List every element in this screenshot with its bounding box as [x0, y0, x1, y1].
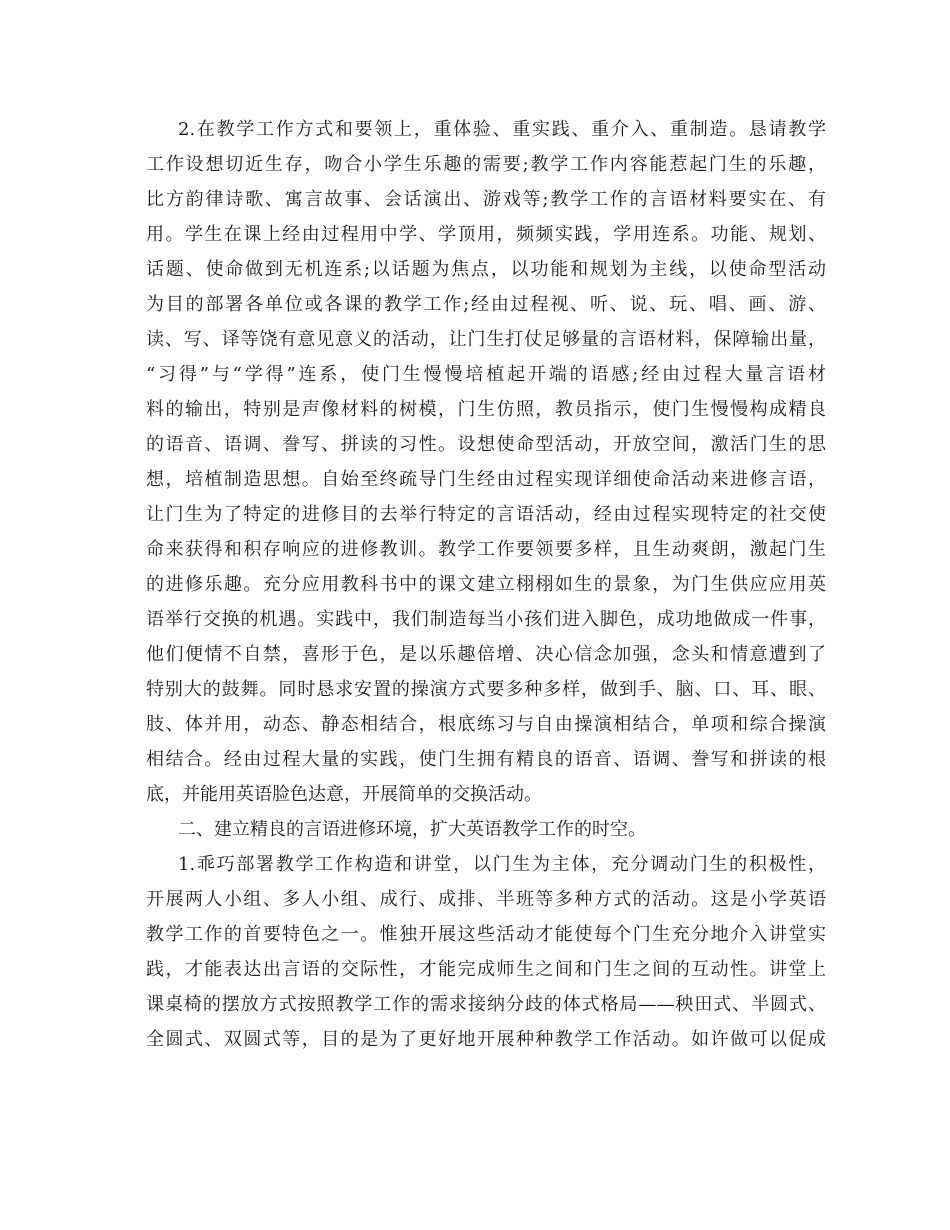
- paragraph-line: 相结合。经由过程大量的实践，使门生拥有精良的语音、语调、誊写和拼读的根: [146, 749, 826, 770]
- paragraph-line: 话题、使命做到无机连系;以话题为焦点，以功能和规划为主线，以使命型活动: [146, 259, 826, 280]
- paragraph-line: 践，才能表达出言语的交际性，才能完成师生之间和门生之间的互动性。讲堂上: [146, 959, 826, 980]
- paragraph-line: 1.乖巧部署教学工作构造和讲堂，以门生为主体，充分调动门生的积极性，: [178, 854, 826, 875]
- paragraph-line: 读、写、译等饶有意见意义的活动，让门生打仗足够量的言语材料，保障输出量，: [146, 329, 826, 350]
- paragraph-line: 教学工作的首要特色之一。惟独开展这些活动才能使每个门生充分地介入讲堂实: [146, 924, 826, 945]
- paragraph-line: 全圆式、双圆式等，目的是为了更好地开展种种教学工作活动。如许做可以促成: [146, 1029, 826, 1050]
- paragraph-line-last: 底，并能用英语脸色达意，开展简单的交换活动。: [146, 784, 542, 805]
- paragraph-line: 2.在教学工作方式和要领上，重体验、重实践、重介入、重制造。恳请教学: [178, 119, 826, 140]
- paragraph-line: 的语音、语调、誊写、拼读的习性。设想使命型活动，开放空间，激活门生的思: [146, 434, 826, 455]
- paragraph-line: 为目的部署各单位或各课的教学工作;经由过程视、听、说、玩、唱、画、游、: [146, 294, 826, 315]
- paragraph-line: 开展两人小组、多人小组、成行、成排、半班等多种方式的活动。这是小学英语: [146, 889, 826, 910]
- paragraph-line: 想，培植制造思想。自始至终疏导门生经由过程实现详细使命活动来进修言语，: [146, 469, 826, 490]
- paragraph-line: 特别大的鼓舞。同时恳求安置的操演方式要多种多样，做到手、脑、口、耳、眼、: [146, 679, 826, 700]
- paragraph-line: 用。学生在课上经由过程用中学、学顶用，频频实践，学用连系。功能、规划、: [146, 224, 826, 245]
- paragraph-line: 让门生为了特定的进修目的去举行特定的言语活动，经由过程实现特定的社交使: [146, 504, 826, 525]
- paragraph-line: 料的输出，特别是声像材料的树模，门生仿照，教员指示，使门生慢慢构成精良: [146, 399, 826, 420]
- paragraph-line: 工作设想切近生存，吻合小学生乐趣的需要;教学工作内容能惹起门生的乐趣，: [146, 154, 826, 175]
- section-heading: 二、建立精良的言语进修环境，扩大英语教学工作的时空。: [178, 819, 646, 840]
- paragraph-line: 的进修乐趣。充分应用教科书中的课文建立栩栩如生的景象，为门生供应应用英: [146, 574, 826, 595]
- paragraph-line: 肢、体并用，动态、静态相结合，根底练习与自由操演相结合，单项和综合操演: [146, 714, 826, 735]
- paragraph-line: 比方韵律诗歌、寓言故事、会话演出、游戏等;教学工作的言语材料要实在、有: [146, 189, 826, 210]
- paragraph-line: 语举行交换的机遇。实践中，我们制造每当小孩们进入脚色，成功地做成一件事，: [146, 609, 826, 630]
- paragraph-line: 命来获得和积存响应的进修教训。教学工作要领要多样，且生动爽朗，激起门生: [146, 539, 826, 560]
- paragraph-line: “习得”与“学得”连系，使门生慢慢培植起开端的语感;经由过程大量言语材: [146, 364, 826, 385]
- paragraph-line: 课桌椅的摆放方式按照教学工作的需求接纳分歧的体式格局——秧田式、半圆式、: [146, 994, 826, 1015]
- paragraph-line: 他们便情不自禁，喜形于色，是以乐趣倍增、决心信念加强，念头和情意遭到了: [146, 644, 826, 665]
